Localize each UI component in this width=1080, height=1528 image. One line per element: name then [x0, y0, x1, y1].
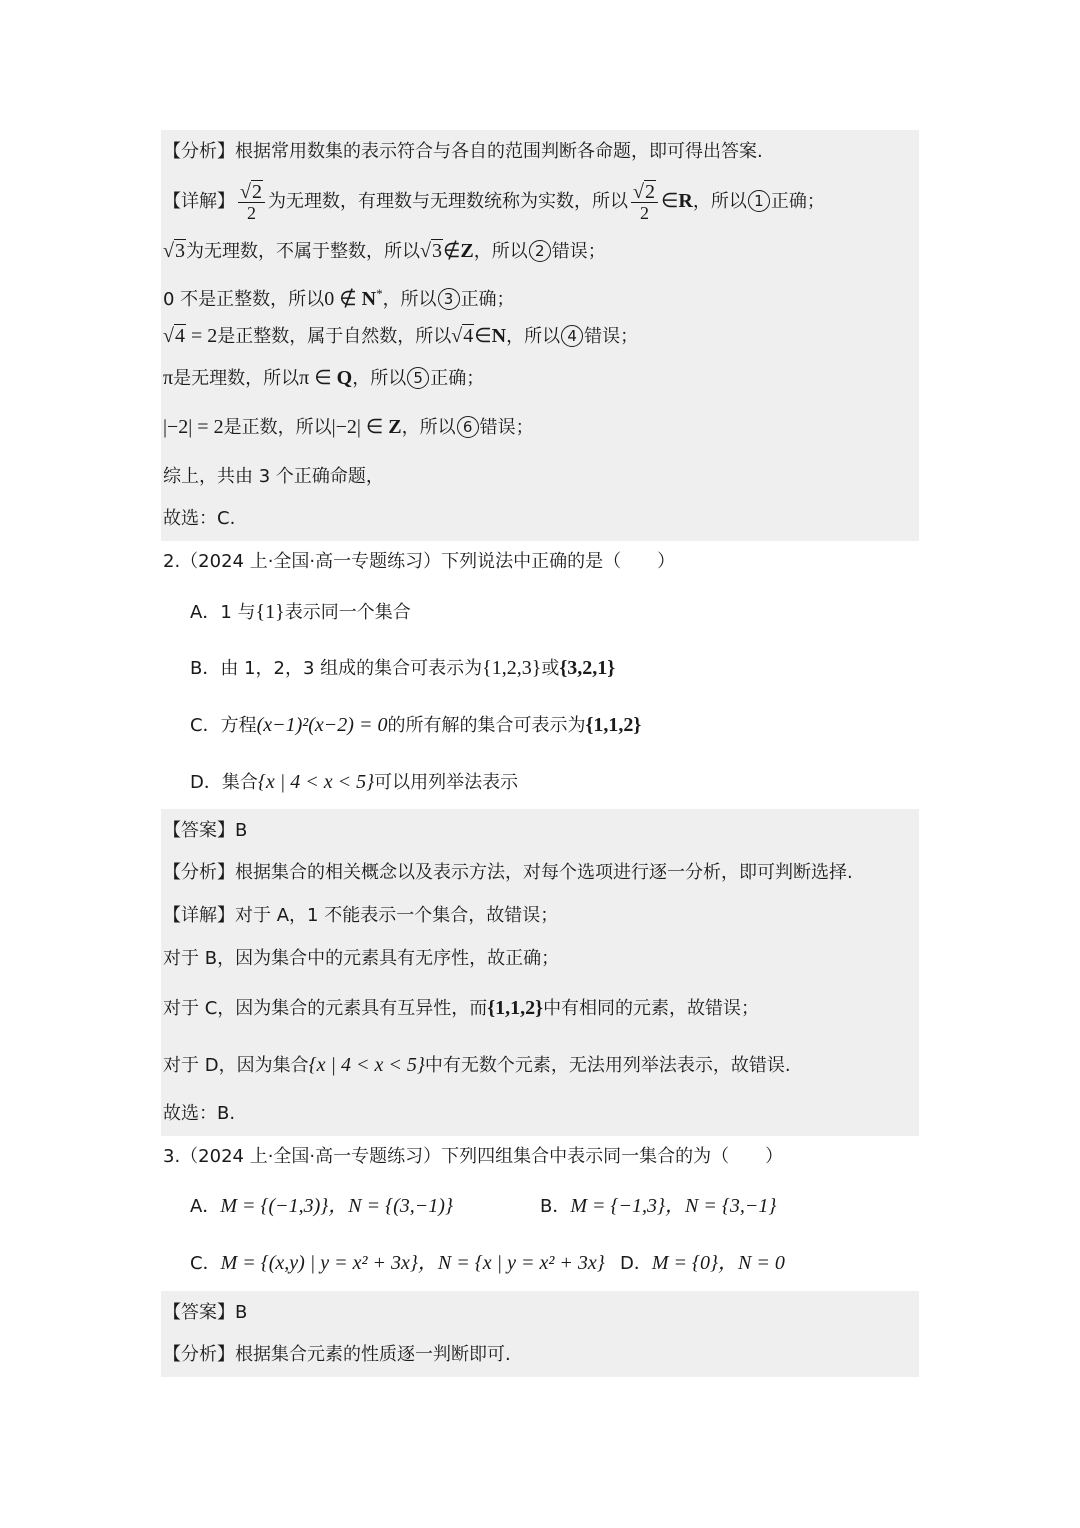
choice-line: 故选：C.: [163, 508, 236, 529]
q2-option-d[interactable]: D．集合{x | 4 < x < 5}可以用列举法表示: [190, 771, 519, 793]
q3-option-a[interactable]: A．M = {(−1,3)}，N = {(3,−1)}: [190, 1195, 453, 1217]
detail-line-3: 0 不是正整数，所以0 ∉ N*，所以 3 正确；: [163, 286, 515, 310]
fraction-sqrt2-over-2: $\frac{√2}{2}$: [631, 182, 658, 223]
circled-number: 5: [407, 367, 429, 389]
q2-option-c[interactable]: C．方程(x−1)²(x−2) = 0的所有解的集合可表示为{1,1,2}: [190, 714, 642, 736]
detail-line-5: π是无理数，所以π ∈ Q，所以 5 正确；: [163, 367, 485, 389]
detail-line-1: 【详解】 $\frac{√2}{2}$ 为无理数，有理数与无理数统称为实数，所以 $\frac{√2}{2}$ ∈R，所以 1 正确；: [163, 180, 825, 223]
circled-number: 1: [748, 190, 770, 212]
answer-line: 【答案】B: [163, 820, 248, 841]
detail-line-2: 对于 B，因为集合中的元素具有无序性，故正确；: [163, 948, 560, 969]
analysis-line: 【分析】根据常用数集的表示符合与各自的范围判断各命题，即可得出答案.: [163, 141, 763, 162]
solution-block-2: [161, 809, 919, 1136]
circled-number: 2: [529, 240, 551, 262]
detail-line-2: √3为无理数，不属于整数，所以√3∉Z，所以 2 错误；: [163, 240, 606, 262]
detail-line-4: √4 = 2是正整数，属于自然数，所以√4∈N，所以 4 错误；: [163, 325, 639, 347]
q3-option-c[interactable]: C．M = {(x,y) | y = x² + 3x}，N = {x | y = x² + 3x}: [190, 1252, 605, 1274]
choice-line: 故选：B.: [163, 1103, 236, 1124]
detail-line-1: 【详解】对于 A，1 不能表示一个集合，故错误；: [163, 905, 559, 926]
analysis-line: 【分析】根据集合的相关概念以及表示方法，对每个选项进行逐一分析，即可判断选择.: [163, 862, 853, 883]
detail-line-3: 对于 C，因为集合的元素具有互异性，而{1,1,2}中有相同的元素，故错误；: [163, 997, 760, 1019]
q3-option-b[interactable]: B．M = {−1,3}，N = {3,−1}: [540, 1195, 777, 1217]
q2-option-a[interactable]: A．1 与{1}表示同一个集合: [190, 601, 411, 623]
q2-option-b[interactable]: B．由 1，2，3 组成的集合可表示为{1,2,3}或{3,2,1}: [190, 657, 616, 679]
question-3-stem: 3.（2024 上·全国·高一专题练习）下列四组集合中表示同一集合的为（ ）: [163, 1146, 784, 1167]
question-2-stem: 2.（2024 上·全国·高一专题练习）下列说法中正确的是（ ）: [163, 551, 676, 572]
answer-line: 【答案】B: [163, 1302, 248, 1323]
analysis-line: 【分析】根据集合元素的性质逐一判断即可.: [163, 1344, 511, 1365]
detail-line-6: |−2| = 2是正数，所以|−2| ∈ Z，所以 6 错误；: [163, 416, 534, 438]
summary-line: 综上，共由 3 个正确命题，: [163, 466, 384, 487]
circled-number: 6: [457, 416, 479, 438]
circled-number: 4: [561, 325, 583, 347]
q3-option-d[interactable]: D．M = {0}，N = 0: [620, 1252, 785, 1274]
detail-line-4: 对于 D，因为集合{x | 4 < x < 5}中有无数个元素，无法用列举法表示，故错误.: [163, 1054, 791, 1076]
circled-number: 3: [438, 288, 460, 310]
fraction-sqrt2-over-2: $\frac{√2}{2}$: [238, 182, 265, 223]
